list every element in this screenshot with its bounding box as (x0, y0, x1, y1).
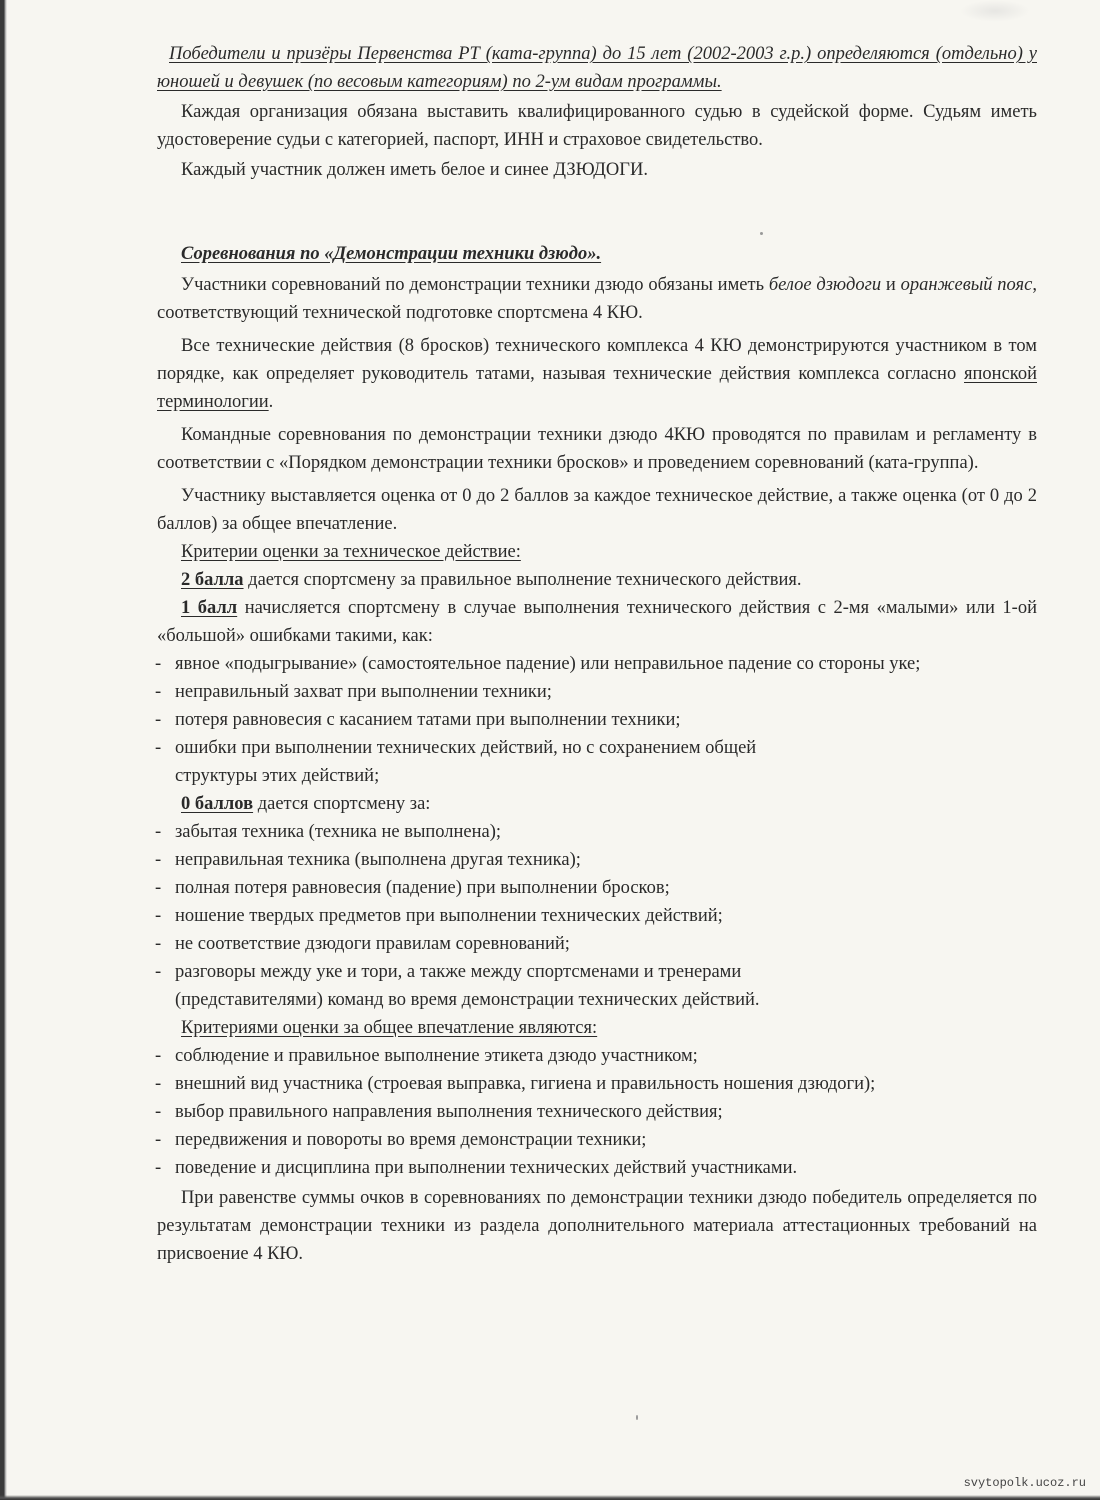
equipment-text-after: , соответствующий технической подготовке спортсмена 4 КЮ. (157, 275, 1037, 323)
list-item: - ношение твердых предметов при выполнении технических действий; (153, 902, 815, 930)
section-title: Соревнования по «Демонстрации техники дзюдо». (181, 244, 602, 264)
judogi-paragraph (157, 156, 1037, 184)
judge-paragraph (157, 98, 1037, 154)
list-item: - разговоры между уке и тори, а также между спортсменами и тренерами (представителями) команд во время демонстрации технических действий. (153, 958, 815, 1014)
impression-criteria-heading: Критериями оценки за общее впечатление являются: (181, 1018, 598, 1038)
orange-belt-text: оранжевый пояс (900, 275, 1033, 295)
scoring-paragraph (157, 482, 1037, 538)
list-item: - не соответствие дзюдоги правилам соревнований; (153, 930, 1037, 958)
scoring-text: Участнику выставляется оценка от 0 до 2 баллов за каждое техническое действие, а также оценка (от 0 до 2 баллов) за общее впечатление. (157, 486, 1037, 534)
list-item: - явное «подыгрывание» (самостоятельное падение) или неправильное падение со стороны уке; (153, 650, 1037, 678)
scan-smudge (960, 0, 1030, 22)
scan-bottom-edge (0, 1495, 1100, 1500)
japanese-terminology-text: японской терминологии (157, 364, 1037, 412)
document-page (157, 40, 1037, 1268)
winners-paragraph (157, 40, 1037, 96)
two-points-label: 2 балла (181, 570, 244, 590)
equipment-text-before: Участники соревнований по демонстрации техники дзюдо обязаны иметь (181, 275, 769, 295)
zero-points-label: 0 баллов (181, 794, 254, 814)
equipment-paragraph (157, 271, 1037, 327)
team-competition-paragraph (157, 421, 1037, 477)
list-item: - поведение и дисциплина при выполнении технических действий участниками. (153, 1154, 1037, 1182)
impression-list (157, 1042, 1037, 1182)
one-point-paragraph (157, 594, 1037, 650)
list-item: - соблюдение и правильное выполнение этикета дзюдо участником; (153, 1042, 1037, 1070)
zero-points-text: дается спортсмену за: (253, 794, 431, 814)
list-item: - забытая техника (техника не выполнена); (153, 818, 1037, 846)
winners-text: Победители и призёры Первенства РТ (ката-группа) до 15 лет (2002-2003 г.р.) определяются (отдельно) у юношей и девушек (по весовым категориям) по 2-ум видам программы. (157, 44, 1037, 92)
team-competition-text: Командные соревнования по демонстрации техники дзюдо 4КЮ проводятся по правилам и регламенту в соответствии с «Порядком демонстрации техники бросков» и проведением соревнований (ката-группа). (157, 425, 1037, 473)
technique-order-paragraph (157, 332, 1037, 416)
technique-order-end: . (268, 392, 274, 412)
list-item: - потеря равновесия с касанием татами при выполнении техники; (153, 706, 1037, 734)
list-item: - передвижения и повороты во время демонстрации техники; (153, 1126, 1037, 1154)
list-item: - неправильная техника (выполнена другая техника); (153, 846, 1037, 874)
technique-order-text: Все технические действия (8 бросков) технического комплекса 4 КЮ демонстрируются участником в том порядке, как определяет руководитель татами, называя технические действия комплекса согласно (157, 336, 1037, 384)
scan-speck (636, 1415, 638, 1420)
judge-text: Каждая организация обязана выставить квалифицированного судью в судейской форме. Судьям иметь удостоверение судьи с категорией, паспорт, ИНН и страховое свидетельство. (157, 102, 1037, 150)
technical-criteria-heading: Критерии оценки за техническое действие: (181, 542, 521, 562)
equipment-text-mid: и (881, 275, 901, 295)
watermark-url: svytopolk.ucoz.ru (963, 1476, 1086, 1490)
list-item: - ошибки при выполнении технических действий, но с сохранением общей структуры этих действий; (153, 734, 815, 790)
list-item: - выбор правильного направления выполнения технического действия; (153, 1098, 1037, 1126)
one-point-text: начисляется спортсмену в случае выполнения технического действия с 2-мя «малыми» или 1-ой «большой» ошибками такими, как: (157, 598, 1037, 646)
list-item: - неправильный захват при выполнении техники; (153, 678, 1037, 706)
two-points-paragraph (157, 566, 1037, 594)
one-point-list (157, 650, 1037, 790)
two-points-text: дается спортсмену за правильное выполнение технического действия. (243, 570, 802, 590)
tie-break-text: При равенстве суммы очков в соревнованиях по демонстрации техники дзюдо победитель определяется по результатам демонстрации техники из раздела дополнительного материала аттестационных требований на присвоение 4 КЮ. (157, 1188, 1037, 1264)
one-point-label: 1 балл (181, 598, 238, 618)
tie-break-paragraph (157, 1184, 1037, 1268)
zero-points-paragraph (157, 790, 1037, 818)
list-item: - внешний вид участника (строевая выправка, гигиена и правильность ношения дзюдоги); (153, 1070, 1037, 1098)
judogi-text: Каждый участник должен иметь белое и синее ДЗЮДОГИ. (181, 160, 648, 180)
zero-points-list (157, 818, 1037, 1014)
scan-left-edge (0, 0, 7, 1500)
list-item: - полная потеря равновесия (падение) при выполнении бросков; (153, 874, 1037, 902)
white-judogi-text: белое дзюдоги (768, 275, 882, 295)
